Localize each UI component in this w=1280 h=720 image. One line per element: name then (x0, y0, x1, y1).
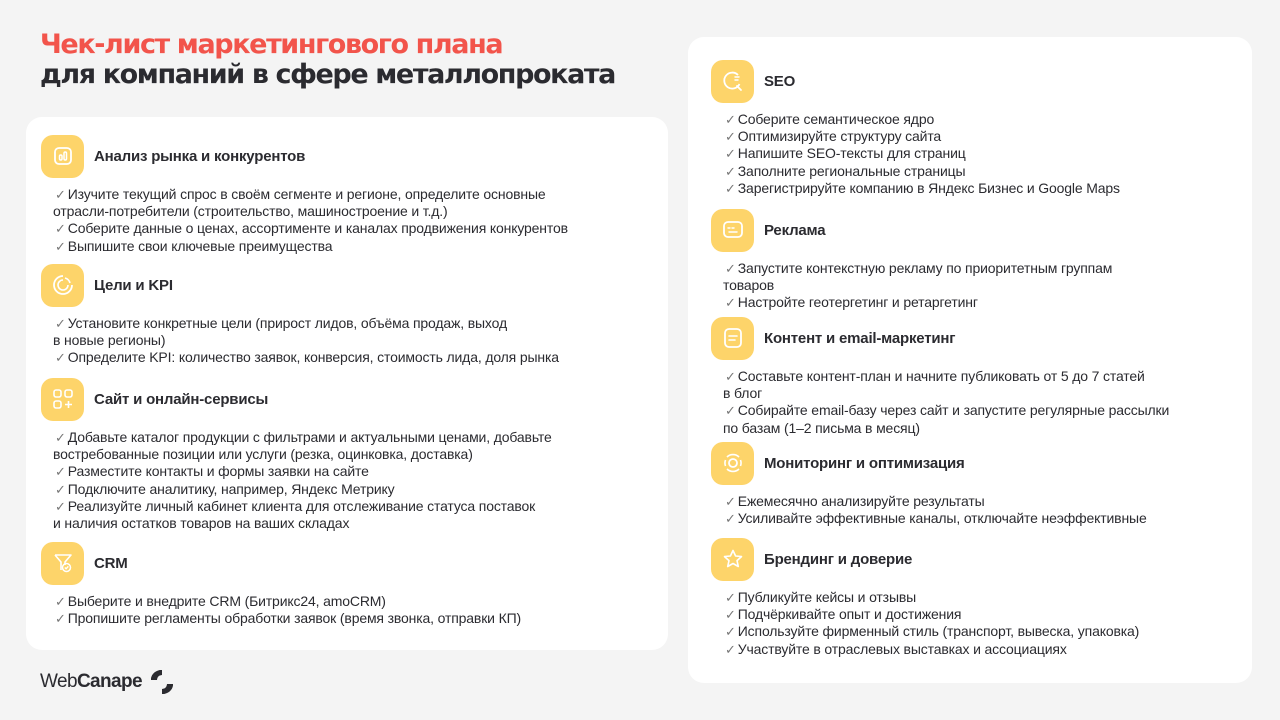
checkmark-icon: ✓ (725, 163, 736, 179)
checklist-item-text: в новые регионы) (53, 332, 166, 349)
checklist-item-text: отрасли-потребители (строительство, машиностроение и т.д.) (53, 203, 448, 220)
checklist-item-text: Настройте геотергетинг и ретаргетинг (737, 294, 978, 311)
logo-text-web: Web (40, 671, 77, 692)
checkmark-icon: ✓ (55, 238, 66, 254)
checklist-item-text: Подключите аналитику, например, Яндекс Метрику (67, 480, 395, 497)
checklist-item (55, 610, 521, 627)
checklist-item (55, 220, 568, 237)
section-header (711, 316, 1169, 360)
section-header (41, 377, 552, 421)
checklist-item-text: Используйте фирменный стиль (транспорт, вывеска, упаковка) (737, 623, 1140, 640)
checklist-item (725, 180, 1120, 197)
logo-mark-icon (148, 668, 176, 696)
checklist-item-text: Разместите контакты и формы заявки на сайте (67, 463, 369, 480)
checkmark-icon: ✓ (725, 607, 736, 623)
checklist (55, 186, 568, 255)
section-title: Брендинг и доверие (764, 550, 913, 568)
radar-icon (711, 442, 754, 485)
checkmark-icon: ✓ (55, 481, 66, 497)
checklist (55, 315, 559, 367)
checklist-item (55, 238, 568, 255)
checklist-item-text: Оптимизируйте структуру сайта (737, 128, 942, 145)
checklist-item-text: Соберите данные о ценах, ассортименте и каналах продвижения конкурентов (67, 220, 568, 237)
section-target (41, 263, 559, 367)
section-header (711, 537, 1139, 581)
section-title: Анализ рынка и конкурентов (94, 147, 306, 165)
page-title (40, 30, 615, 90)
checklist-item-text: Составьте контент-план и начните публиковать от 5 до 7 статей (737, 368, 1145, 384)
checkmark-icon: ✓ (725, 129, 736, 145)
checkmark-icon: ✓ (725, 295, 736, 311)
star-icon (711, 538, 754, 581)
target-icon (41, 264, 84, 307)
document-icon (711, 317, 754, 360)
checkmark-icon: ✓ (725, 369, 736, 384)
checklist-item-text: Напишите SEO-тексты для страниц (737, 145, 966, 162)
checklist (725, 111, 1120, 197)
checklist (55, 429, 552, 532)
checklist-item (725, 163, 1120, 180)
checklist-item-text: Усиливайте эффективные каналы, отключайте неэффективные (737, 510, 1147, 527)
checkmark-icon: ✓ (725, 146, 736, 162)
checklist-item-text: Участвуйте в отраслевых выставках и ассоциациях (737, 640, 1067, 657)
checklist-item (725, 641, 1139, 658)
checkmark-icon: ✓ (725, 590, 736, 605)
checklist-item-text: Выпишите свои ключевые преимущества (67, 237, 333, 254)
checklist-item-text: Публикуйте кейсы и отзывы (737, 589, 917, 605)
checklist-item-text: по базам (1–2 письма в месяц) (723, 419, 920, 436)
section-radar (711, 441, 1147, 527)
section-ad-screen (711, 208, 1112, 312)
checklist-item-text: Запустите контекстную рекламу по приоритетным группам (737, 260, 1113, 276)
checklist (725, 368, 1169, 437)
checklist-item-text: Подчёркивайте опыт и достижения (737, 606, 962, 623)
checklist-item-text: товаров (723, 277, 775, 294)
checkmark-icon: ✓ (725, 180, 736, 196)
checkmark-icon: ✓ (55, 464, 66, 480)
checklist-item (725, 294, 1112, 311)
checklist-item (55, 186, 568, 220)
search-icon (711, 60, 754, 103)
checklist-item (55, 593, 521, 610)
checklist-item-text: Зарегистрируйте компанию в Яндекс Бизнес и Google Maps (737, 179, 1120, 196)
section-header (711, 59, 1120, 103)
checklist-item-text: Определите KPI: количество заявок, конверсия, стоимость лида, доля рынка (67, 349, 559, 366)
checklist-item (55, 498, 552, 532)
checkmark-icon: ✓ (55, 430, 66, 445)
section-title: Реклама (764, 221, 826, 239)
checklist-item-text: Соберите семантическое ядро (737, 111, 935, 127)
checklist (725, 260, 1112, 312)
section-title: Цели и KPI (94, 276, 173, 294)
section-funnel-check (41, 541, 521, 627)
checklist-item (55, 315, 559, 349)
checklist (725, 493, 1147, 527)
checklist-item (55, 349, 559, 366)
checkmark-icon: ✓ (725, 641, 736, 657)
section-header (41, 541, 521, 585)
checklist-item-text: Собирайте email-базу через сайт и запустите регулярные рассылки (737, 402, 1170, 419)
checklist-item (55, 463, 552, 480)
checkmark-icon: ✓ (55, 350, 66, 366)
checklist-item (725, 493, 1147, 510)
checklist (55, 593, 521, 627)
checkmark-icon: ✓ (55, 611, 66, 627)
checklist-item-text: Реализуйте личный кабинет клиента для отслеживание статуса поставок (67, 497, 536, 514)
checklist-item (725, 606, 1139, 623)
checklist-item-text: Выберите и внедрите CRM (Битрикс24, amoCRM) (67, 593, 386, 609)
checklist-item-text: Изучите текущий спрос в своём сегменте и регионе, определите основные (67, 186, 546, 202)
checkmark-icon: ✓ (725, 403, 736, 419)
checkmark-icon: ✓ (55, 594, 66, 609)
section-star (711, 537, 1139, 658)
webcanape-logo (40, 668, 176, 696)
checklist-item (725, 128, 1120, 145)
checkmark-icon: ✓ (55, 221, 66, 237)
checkmark-icon: ✓ (725, 624, 736, 640)
title-line-1: Чек-лист маркетингового плана (40, 29, 503, 60)
checklist-item-text: Установите конкретные цели (прирост лидов, объёма продаж, выход (67, 315, 507, 331)
checklist-item-text: Добавьте каталог продукции с фильтрами и актуальными ценами, добавьте (67, 429, 552, 445)
section-header (711, 208, 1112, 252)
section-title: SEO (764, 72, 796, 90)
section-bar-chart (41, 134, 568, 255)
section-search (711, 59, 1120, 197)
checkmark-icon: ✓ (725, 261, 736, 276)
checklist-item (725, 510, 1147, 527)
checklist-item-text: востребованные позиции или услуги (резка, оцинковка, доставка) (53, 446, 473, 463)
section-header (41, 134, 568, 178)
checklist-item (725, 260, 1112, 294)
section-header (41, 263, 559, 307)
checklist-item-text: Ежемесячно анализируйте результаты (737, 493, 985, 509)
checklist-item (55, 429, 552, 463)
checklist-item (725, 623, 1139, 640)
checklist-item (725, 589, 1139, 606)
checklist-item-text: Пропишите регламенты обработки заявок (время звонка, отправки КП) (67, 610, 522, 627)
section-grid-plus (41, 377, 552, 532)
checklist-item (725, 145, 1120, 162)
checklist-item (725, 368, 1169, 402)
section-title: Мониторинг и оптимизация (764, 454, 965, 472)
section-title: Контент и email-маркетинг (764, 329, 956, 347)
checkmark-icon: ✓ (55, 316, 66, 331)
grid-plus-icon (41, 378, 84, 421)
section-title: Сайт и онлайн-сервисы (94, 390, 269, 408)
title-line-2: для компаний в сфере металлопроката (40, 59, 615, 90)
section-title: CRM (94, 554, 128, 572)
section-header (711, 441, 1147, 485)
checkmark-icon: ✓ (725, 511, 736, 527)
checkmark-icon: ✓ (55, 187, 66, 202)
section-document (711, 316, 1169, 437)
logo-text-canape: Canape (76, 671, 142, 692)
ad-screen-icon (711, 209, 754, 252)
checklist-item (55, 481, 552, 498)
checklist-item-text: в блог (723, 385, 763, 402)
checklist-item (725, 111, 1120, 128)
bar-chart-icon (41, 135, 84, 178)
funnel-check-icon (41, 542, 84, 585)
checkmark-icon: ✓ (55, 498, 66, 514)
checklist (725, 589, 1139, 658)
checklist-item-text: Заполните региональные страницы (737, 162, 966, 179)
checkmark-icon: ✓ (725, 112, 736, 127)
checklist-item-text: и наличия остатков товаров на ваших складах (53, 515, 350, 532)
checkmark-icon: ✓ (725, 494, 736, 509)
checklist-item (725, 402, 1169, 436)
